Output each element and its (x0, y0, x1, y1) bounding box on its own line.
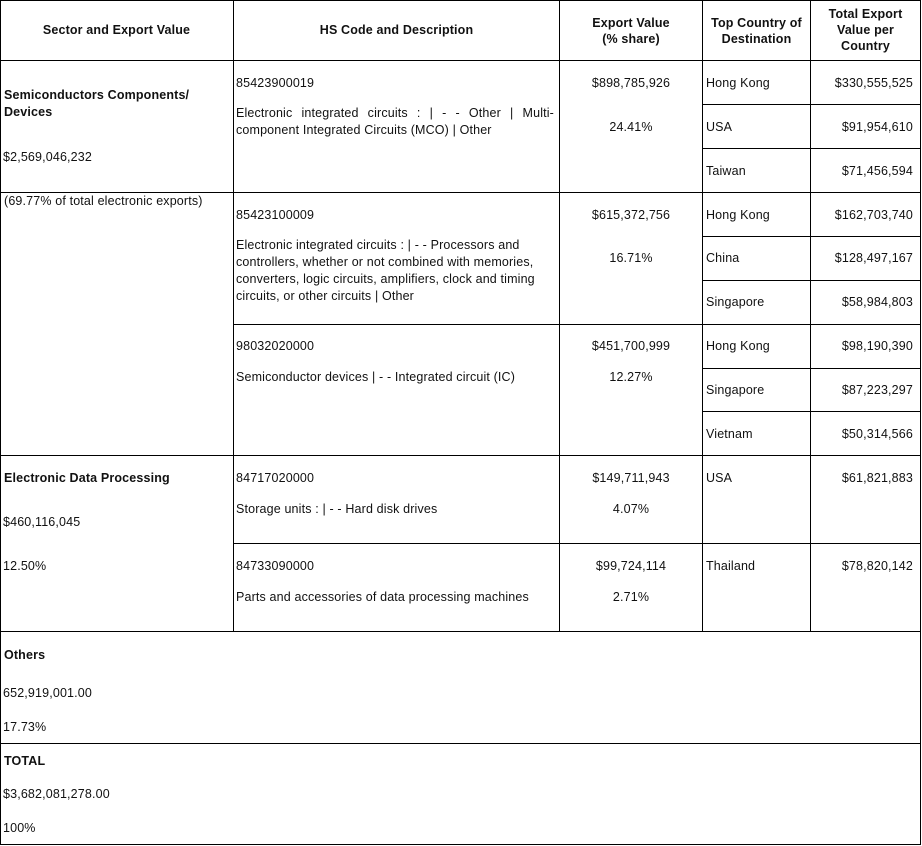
rule (233, 543, 921, 544)
sector-share: (69.77% of total electronic exports) (4, 194, 203, 208)
export-value: $898,785,926 (591, 76, 671, 90)
hs-code: 98032020000 (236, 339, 315, 353)
destination-country: Vietnam (706, 427, 753, 441)
header-top-country: Top Country of Destination (711, 16, 802, 46)
rule (703, 104, 921, 105)
destination-country: USA (706, 471, 733, 485)
rule (0, 631, 921, 632)
hs-description: Storage units : | - - Hard disk drives (236, 502, 438, 516)
rule (702, 0, 703, 632)
destination-country: Hong Kong (706, 208, 770, 222)
export-value: $451,700,999 (591, 339, 671, 353)
rule (233, 0, 234, 632)
total-value: $3,682,081,278.00 (3, 787, 110, 801)
hs-code: 84717020000 (236, 471, 315, 485)
destination-value: $98,190,390 (841, 339, 913, 353)
rule (920, 0, 921, 845)
destination-country: Hong Kong (706, 339, 770, 353)
hs-code: 84733090000 (236, 559, 315, 573)
header-sector: Sector and Export Value (42, 23, 191, 37)
rule (559, 0, 560, 632)
destination-value: $91,954,610 (841, 120, 913, 134)
sector-value: $460,116,045 (3, 515, 81, 529)
rule (703, 236, 921, 237)
hs-description: Electronic integrated circuits : | - - Processors and controllers, whether or not combined with memories, converters, logic circuits, amplifiers, clock and timing circuits, or other circuits | Other (236, 238, 535, 303)
total-share: 100% (3, 821, 36, 835)
destination-value: $71,456,594 (841, 164, 913, 178)
export-share: 24.41% (609, 120, 653, 134)
total-label: TOTAL (4, 754, 46, 768)
rule (0, 60, 921, 61)
destination-country: Hong Kong (706, 76, 770, 90)
destination-country: Singapore (706, 295, 765, 309)
rule (703, 411, 921, 412)
rule (0, 455, 921, 456)
export-share: 2.71% (612, 590, 650, 604)
rule (0, 844, 921, 845)
hs-description: Parts and accessories of data processing machines (236, 590, 529, 604)
rule (233, 324, 921, 325)
destination-value: $61,821,883 (841, 471, 913, 485)
hs-code: 85423900019 (236, 76, 315, 90)
export-share: 4.07% (612, 502, 650, 516)
others-value: 652,919,001.00 (3, 686, 92, 700)
hs-description: Semiconductor devices | - - Integrated circuit (IC) (236, 370, 516, 384)
rule (810, 0, 811, 632)
export-share: 16.71% (609, 251, 653, 265)
export-value: $149,711,943 (592, 471, 670, 485)
destination-value: $87,223,297 (841, 383, 913, 397)
others-label: Others (4, 648, 46, 662)
destination-value: $58,984,803 (841, 295, 913, 309)
header-total-per-country: Total Export Value per Country (828, 7, 903, 53)
export-value: $99,724,114 (595, 559, 667, 573)
rule (0, 0, 1, 845)
sector-name: Electronic Data Processing (4, 471, 170, 485)
rule (703, 280, 921, 281)
destination-country: China (706, 251, 740, 265)
hs-description: Electronic integrated circuits : | - - Other | Multi-component Integrated Circuits (MCO) | Other (236, 106, 554, 137)
sector-name: Semiconductors Components/ Devices (4, 88, 190, 119)
rule (0, 743, 921, 744)
hs-code: 85423100009 (236, 208, 315, 222)
destination-value: $162,703,740 (834, 208, 913, 222)
destination-country: Singapore (706, 383, 765, 397)
destination-country: Taiwan (706, 164, 746, 178)
destination-value: $50,314,566 (841, 427, 913, 441)
rule (703, 368, 921, 369)
header-export-value: Export Value (% share) (592, 16, 670, 46)
export-share: 12.27% (609, 370, 653, 384)
header-hs-code: HS Code and Description (319, 23, 474, 37)
destination-country: USA (706, 120, 733, 134)
others-share: 17.73% (3, 720, 47, 734)
rule (703, 148, 921, 149)
destination-value: $330,555,525 (834, 76, 913, 90)
rule (0, 0, 921, 1)
destination-value: $128,497,167 (834, 251, 913, 265)
destination-country: Thailand (706, 559, 756, 573)
export-value: $615,372,756 (591, 208, 671, 222)
sector-share: 12.50% (3, 559, 47, 573)
sector-value: $2,569,046,232 (3, 150, 92, 164)
destination-value: $78,820,142 (841, 559, 913, 573)
